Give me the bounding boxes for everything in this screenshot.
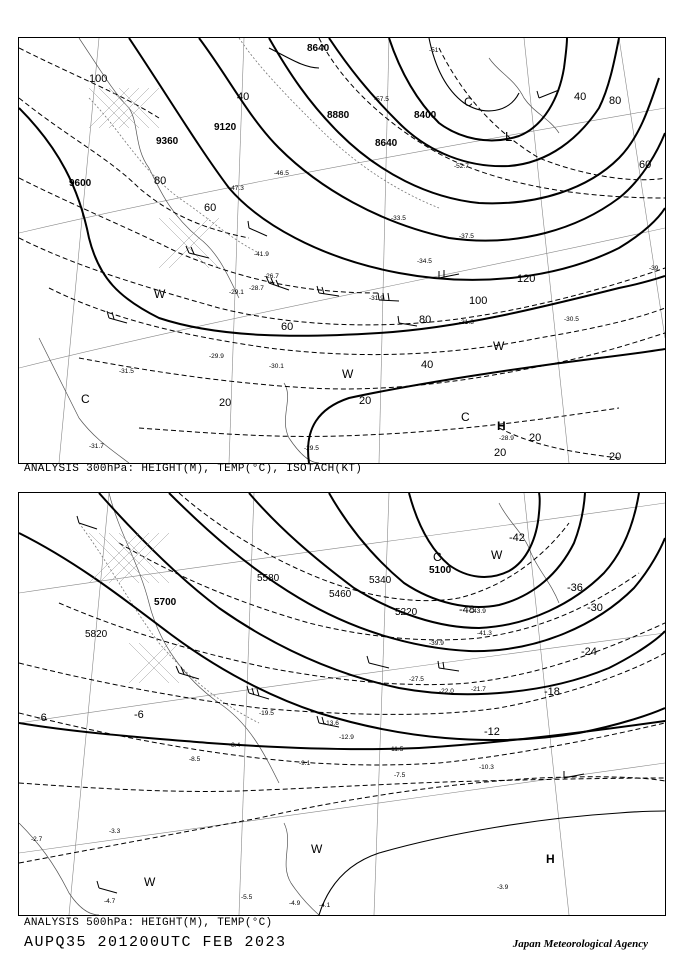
caption-500hpa: ANALYSIS 500hPa: HEIGHT(M), TEMP(°C)	[24, 917, 273, 929]
high-center-label: H	[497, 419, 506, 433]
map-300hpa	[18, 37, 666, 464]
temp-label: -48	[459, 604, 475, 616]
station-value: -34.5	[417, 258, 432, 265]
temp-label: -24	[581, 646, 597, 658]
isotach-label: 60	[281, 321, 294, 333]
station-value: -52.7	[454, 163, 469, 170]
station-value: -28.7	[249, 285, 264, 292]
station-value: -21.7	[471, 686, 486, 693]
station-value: -11.5	[389, 746, 404, 753]
station-value: -7.5	[394, 772, 406, 779]
station-value: -29.1	[229, 289, 244, 296]
bulletin-header: AUPQ35 201200UTC FEB 2023	[24, 934, 287, 951]
station-value: -22.0	[439, 688, 454, 695]
station-value: -41.9	[254, 251, 269, 258]
warm-center-label: W	[311, 842, 323, 856]
station-value: -31.3	[459, 319, 474, 326]
isotach-label: 80	[154, 175, 167, 187]
height-label-5460: 5460	[329, 589, 352, 600]
temp-label: -30	[587, 602, 603, 614]
station-value: -30.5	[564, 316, 579, 323]
isotach-label: 100	[469, 295, 488, 307]
high-center-label: H	[546, 852, 555, 866]
station-value: -29.5	[304, 445, 319, 452]
isotherms	[19, 493, 665, 863]
station-value: -31.9	[369, 295, 384, 302]
cold-center-label: C	[433, 550, 442, 564]
station-value: -28.9	[499, 435, 514, 442]
isotach-label: 20	[494, 447, 507, 459]
station-value: -4.1	[319, 902, 331, 909]
height-label-9360: 9360	[156, 136, 179, 147]
station-value: -51	[429, 47, 439, 54]
warm-center-label: W	[491, 548, 503, 562]
station-value: -31.7	[89, 443, 104, 450]
isotach-label: 80	[609, 95, 622, 107]
map-500hpa-canvas	[19, 493, 665, 915]
height-label-5820: 5820	[85, 629, 108, 640]
agency-name: Japan Meteorological Agency	[512, 938, 648, 950]
height-label-5580: 5580	[257, 573, 280, 584]
station-value: -39.9	[429, 640, 444, 647]
caption-300hpa: ANALYSIS 300hPa: HEIGHT(M), TEMP(°C), ISOTACH(KT)	[24, 463, 363, 475]
station-value: -43.9	[471, 608, 486, 615]
station-value: -4.9	[289, 900, 301, 907]
station-value: -19.5	[259, 710, 274, 717]
coastline	[39, 38, 559, 463]
isotach-label: 20	[609, 451, 622, 463]
graticule	[19, 38, 665, 463]
station-value: -4.7	[104, 898, 116, 905]
station-value: -2.7	[31, 836, 43, 843]
warm-center-label: W	[493, 339, 505, 353]
temp-label: -36	[567, 582, 583, 594]
station-value: -41.3	[477, 630, 492, 637]
height-label-8880: 8880	[327, 110, 350, 121]
warm-center-label: W	[144, 875, 156, 889]
station-value: -13.6	[324, 720, 339, 727]
height-label-8640: 8640	[375, 138, 398, 149]
isotach-label: 40	[237, 91, 250, 103]
station-value: -29.9	[209, 353, 224, 360]
isotach-label: 60	[639, 159, 652, 171]
isotach-label: 60	[204, 202, 217, 214]
station-value: -46.5	[274, 170, 289, 177]
station-value: -47.3	[229, 185, 244, 192]
station-value: -30.1	[269, 363, 284, 370]
isotach-label: 120	[517, 273, 536, 285]
station-value: -37.5	[459, 233, 474, 240]
cold-center-label: C	[461, 410, 470, 424]
station-value: -9.1	[299, 760, 311, 767]
temp-label: -6	[37, 712, 47, 724]
isotach-label: 100	[89, 73, 108, 85]
isotach-label: 20	[529, 432, 542, 444]
height-label-5700: 5700	[154, 597, 177, 608]
height-label-5100: 5100	[429, 565, 452, 576]
low-center-label: L	[505, 129, 513, 144]
coastline	[19, 493, 559, 915]
station-value: -5.5	[241, 894, 253, 901]
cold-center-label: C	[81, 392, 90, 406]
isotach-label: 20	[359, 395, 372, 407]
temp-label: -12	[484, 726, 500, 738]
temperature-labels	[37, 532, 603, 738]
station-value: -33.5	[391, 215, 406, 222]
station-values	[31, 608, 509, 909]
height-label-9120: 9120	[214, 122, 237, 133]
cold-center-label: C	[464, 95, 473, 109]
height-label-8640-top: 8640	[307, 43, 330, 54]
height-label-5220: 5220	[395, 607, 418, 618]
temp-label: -42	[509, 532, 525, 544]
station-value: -57.5	[374, 96, 389, 103]
height-label-5340: 5340	[369, 575, 392, 586]
wind-barbs	[107, 90, 559, 326]
isotach-label: 40	[574, 91, 587, 103]
warm-center-label: W	[154, 287, 166, 301]
map-500hpa	[18, 492, 666, 916]
height-contours	[19, 38, 665, 463]
station-value: -8.4	[229, 742, 241, 749]
station-value: -10.3	[479, 764, 494, 771]
height-label-8400: 8400	[414, 110, 437, 121]
isotach-label: 80	[419, 314, 432, 326]
station-value: -27.5	[409, 676, 424, 683]
temp-label: -18	[544, 686, 560, 698]
temp-label: -6	[134, 709, 144, 721]
station-value: -31.5	[119, 368, 134, 375]
jet-hatch	[89, 533, 179, 683]
station-value: -12.9	[339, 734, 354, 741]
height-label-9600: 9600	[69, 178, 92, 189]
isotach-label: 40	[421, 359, 434, 371]
warm-center-label: W	[342, 367, 354, 381]
station-value: -3.9	[497, 884, 509, 891]
station-value: -8.5	[189, 756, 201, 763]
map-300hpa-canvas	[19, 38, 665, 463]
station-value: -26.7	[264, 273, 279, 280]
isotach-label: 20	[219, 397, 232, 409]
station-value: -3.3	[109, 828, 121, 835]
station-value: -39	[649, 265, 659, 272]
